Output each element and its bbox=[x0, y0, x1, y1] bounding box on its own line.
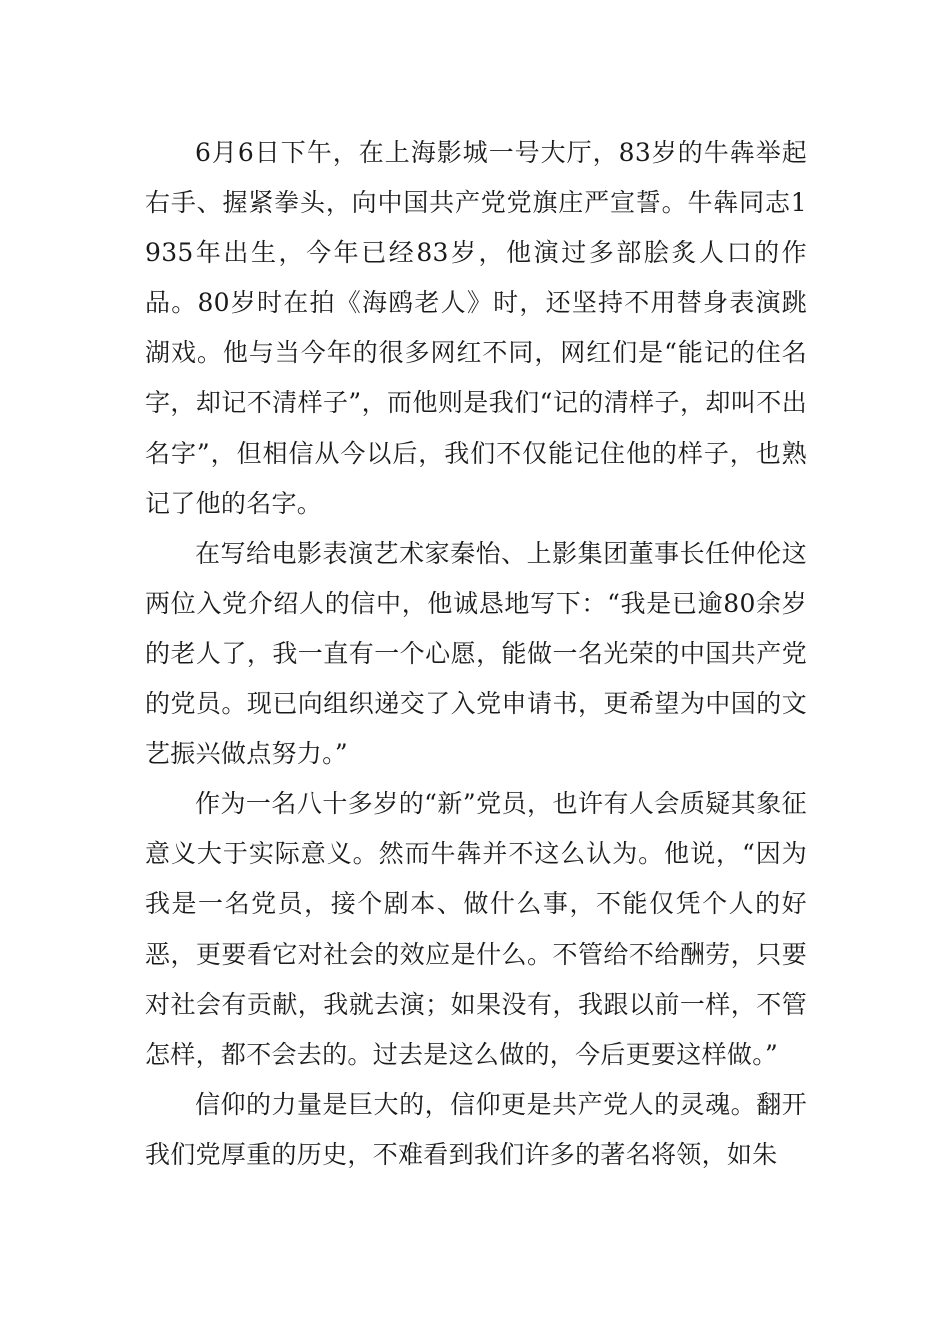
paragraph-4: 信仰的力量是巨大的，信仰更是共产党人的灵魂。翻开我们党厚重的历史，不难看到我们许多的著名将领，如朱 bbox=[145, 1089, 807, 1169]
paragraph-1: 6月6日下午，在上海影城一号大厅，83岁的牛犇举起右手、握紧拳头，向中国共产党党旗庄严宣誓。牛犇同志1935年出生，今年已经83岁，他演过多部脍炙人口的作品。80岁时在拍《海鸥老人》时，还坚持不用替身表演跳湖戏。他与当今年的很多网红不同，网红们是“能记的住名字，却记不清样子”，而他则是我们“记的清样子，却叫不出名字”，但相信从今以后，我们不仅能记住他的样子，也熟记了他的名字。 bbox=[145, 138, 807, 518]
paragraph-2: 在写给电影表演艺术家秦怡、上影集团董事长任仲伦这两位入党介绍人的信中，他诚恳地写下：“我是已逾80余岁的老人了，我一直有一个心愿，能做一名光荣的中国共产党的党员。现已向组织递交了入党申请书，更希望为中国的文艺振兴做点努力。” bbox=[145, 538, 807, 769]
document-body bbox=[145, 128, 807, 1180]
paragraph-3: 作为一名八十多岁的“新”党员，也许有人会质疑其象征意义大于实际意义。然而牛犇并不这么认为。他说，“因为我是一名党员，接个剧本、做什么事，不能仅凭个人的好恶，更要看它对社会的效应是什么。不管给不给酬劳，只要对社会有贡献，我就去演；如果没有，我跟以前一样，不管怎样，都不会去的。过去是这么做的，今后更要这样做。” bbox=[145, 789, 807, 1069]
